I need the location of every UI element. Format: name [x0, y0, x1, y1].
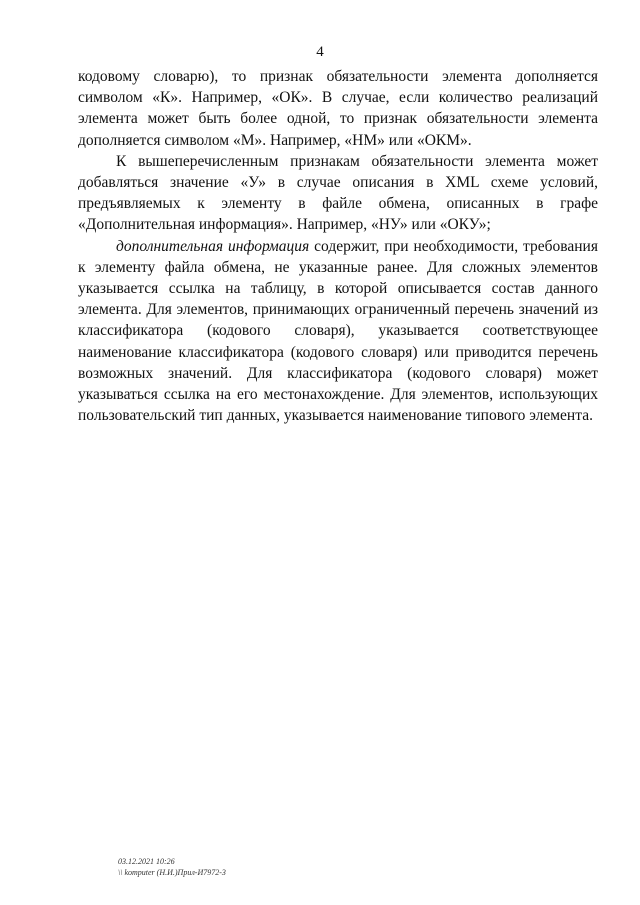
footer-stamp [118, 856, 226, 878]
paragraph-3-text: содержит, при необходимости, требования к элементу файла обмена, не указанные ранее. Для сложных элементов указывается ссылка на таблицу, в которой описывается состав данного элемента. Для элементов, принимающих ограниченный перечень значений из классификатора (кодового словаря), указывается соответствующее наименование классификатора (кодового словаря) или приводится перечень возможных значений. Для классификатора (кодового словаря) может указываться ссылка на его местонахождение. Для элементов, использующих пользовательский тип данных, указывается наименование типового элемента. [78, 237, 598, 425]
footer-document-ref: \\ komputer (Н.И.)Прил-И7972-3 [118, 868, 226, 877]
paragraph-2: К вышеперечисленным признакам обязательности элемента может добавляться значение «У» в случае описания в XML схеме условий, предъявляемых к элементу в файле обмена, описанных в графе «Дополнительная информация». Например, «НУ» или «ОКУ»; [78, 152, 598, 234]
footer-timestamp: 03.12.2021 10:26 [118, 857, 175, 866]
paragraph-3 [78, 236, 598, 427]
paragraph-1: кодовому словарю), то признак обязательности элемента дополняется символом «К». Например, «ОК». В случае, если количество реализаций элемента может быть более одной, то признак обязательности элемента дополняется символом «М». Например, «НМ» или «ОКМ». [78, 68, 598, 149]
page-number: 4 [316, 44, 324, 60]
document-body [78, 66, 598, 426]
term-additional-info: дополнительная информация [116, 237, 310, 255]
